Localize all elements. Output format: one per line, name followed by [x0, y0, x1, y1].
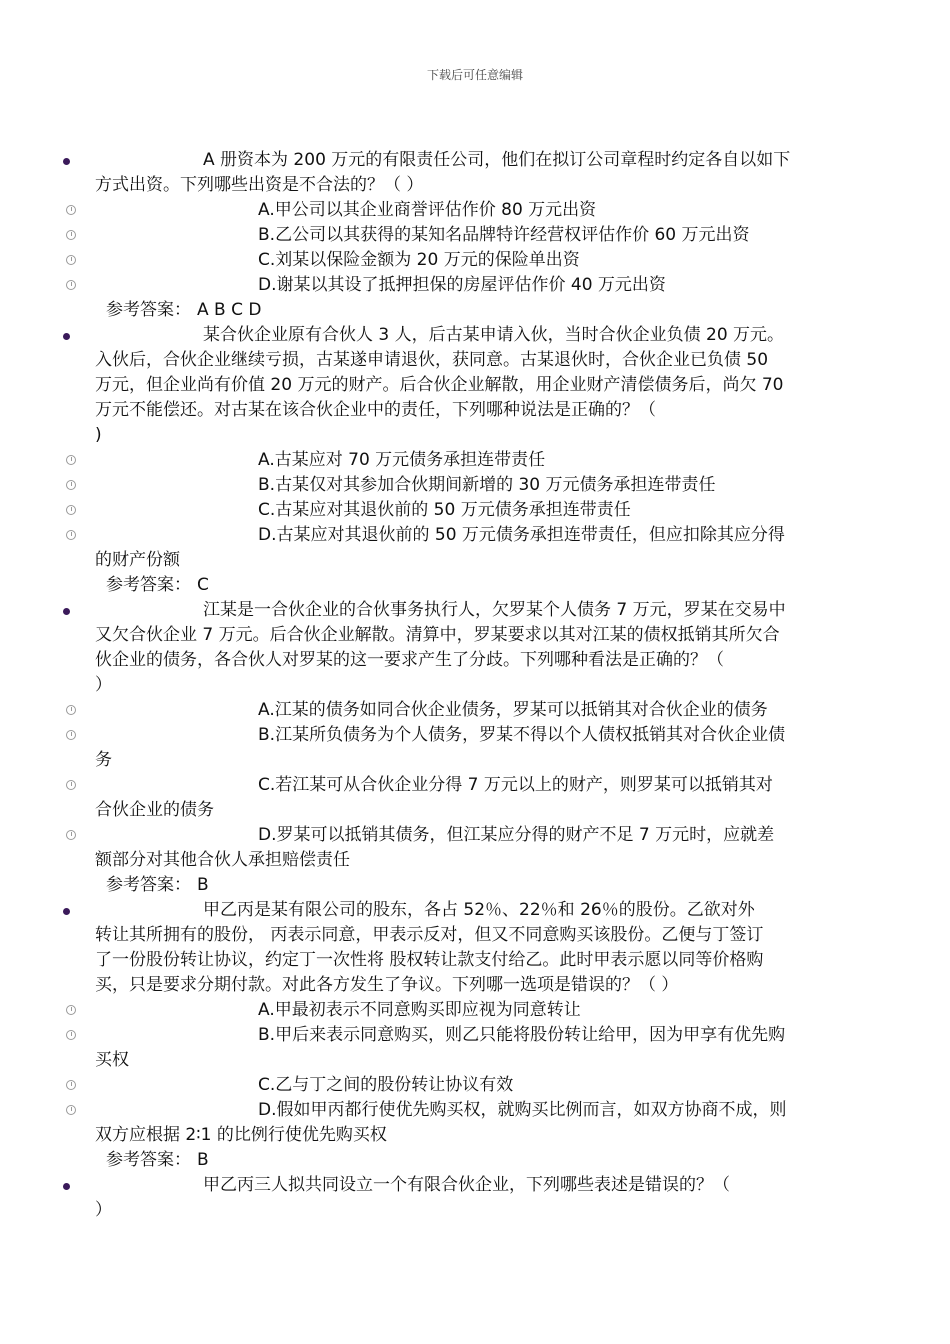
radio-icon[interactable]	[66, 505, 76, 515]
option-line: 合伙企业的债务	[95, 800, 214, 820]
reference-answer	[0, 573, 950, 598]
question-stem-line: 方式出资。下列哪些出资是不合法的？（ ）	[95, 175, 424, 195]
option-line[interactable]: C.若江某可从合伙企业分得 7 万元以上的财产，则罗某可以抵销其对	[0, 773, 950, 798]
radio-icon[interactable]	[66, 830, 76, 840]
question-block	[0, 598, 950, 898]
radio-icon[interactable]	[66, 1030, 76, 1040]
radio-icon[interactable]	[66, 280, 76, 290]
question-stem-line: 万元不能偿还。对古某在该合伙企业中的责任，下列哪种说法是正确的？（	[95, 400, 656, 420]
bullet-icon	[63, 908, 70, 915]
radio-icon[interactable]	[66, 205, 76, 215]
option-line[interactable]: C.乙与丁之间的股份转让协议有效	[0, 1073, 950, 1098]
answer-label: 参考答案：	[106, 300, 191, 320]
question-stem-line: 入伙后，合伙企业继续亏损，古某遂申请退伙，获同意。古某退伙时，合伙企业已负债 50	[95, 350, 769, 370]
option-line[interactable]: C.刘某以保险金额为 20 万元的保险单出资	[0, 248, 950, 273]
answer-label: 参考答案：	[106, 575, 191, 595]
option-line[interactable]: D.古某应对其退伙前的 50 万元债务承担连带责任，但应扣除其应分得	[0, 523, 950, 548]
option-line[interactable]: B.江某所负债务为个人债务，罗某不得以个人债权抵销其对合伙企业债	[0, 723, 950, 748]
bullet-icon	[63, 158, 70, 165]
radio-icon[interactable]	[66, 230, 76, 240]
question-stem-line: )	[95, 425, 102, 445]
answer-value: A B C D	[197, 300, 262, 320]
option-line[interactable]: B.甲后来表示同意购买，则乙只能将股份转让给甲，因为甲享有优先购	[0, 1023, 950, 1048]
reference-answer	[0, 298, 950, 323]
answer-value: C	[197, 575, 209, 595]
radio-icon[interactable]	[66, 455, 76, 465]
page-header: 下载后可任意编辑	[426, 68, 523, 82]
answer-value: B	[197, 875, 209, 895]
option-line[interactable]: A.甲公司以其企业商誉评估作价 80 万元出资	[0, 198, 950, 223]
option-line: 的财产份额	[95, 550, 180, 570]
radio-icon[interactable]	[66, 1005, 76, 1015]
question-list	[0, 148, 950, 1223]
question-block	[0, 1173, 950, 1223]
question-stem-line: 了一份股份转让协议，约定丁一次性将 股权转让款支付给乙。此时甲表示愿以同等价格购	[95, 950, 764, 970]
bullet-icon	[63, 608, 70, 615]
question-stem-line: 转让其所拥有的股份， 丙表示同意，甲表示反对，但又不同意购买该股份。乙便与丁签订	[95, 925, 764, 945]
option-line: 双方应根据 2∶1 的比例行使优先购买权	[95, 1125, 387, 1145]
option-line: 买权	[95, 1050, 129, 1070]
option-line[interactable]: D.谢某以其设了抵押担保的房屋评估作价 40 万元出资	[0, 273, 950, 298]
radio-icon[interactable]	[66, 255, 76, 265]
radio-icon[interactable]	[66, 1080, 76, 1090]
bullet-icon	[63, 1183, 70, 1190]
reference-answer	[0, 1148, 950, 1173]
question-stem-line: 甲乙丙三人拟共同设立一个有限合伙企业，下列哪些表述是错误的？（	[0, 1173, 950, 1198]
question-stem-line: 江某是一合伙企业的合伙事务执行人，欠罗某个人债务 7 万元，罗某在交易中	[0, 598, 950, 623]
question-block	[0, 323, 950, 598]
answer-label: 参考答案：	[106, 1150, 191, 1170]
bullet-icon	[63, 333, 70, 340]
option-line[interactable]: B.古某仅对其参加合伙期间新增的 30 万元债务承担连带责任	[0, 473, 950, 498]
option-line: 务	[95, 750, 112, 770]
option-line: 额部分对其他合伙人承担赔偿责任	[95, 850, 350, 870]
option-line[interactable]: D.罗某可以抵销其债务，但江某应分得的财产不足 7 万元时，应就差	[0, 823, 950, 848]
question-stem-line: ）	[95, 1200, 112, 1220]
option-line[interactable]: A.甲最初表示不同意购买即应视为同意转让	[0, 998, 950, 1023]
reference-answer	[0, 873, 950, 898]
question-stem-line: 买，只是要求分期付款。对此各方发生了争议。下列哪一选项是错误的？（ ）	[95, 975, 679, 995]
answer-value: B	[197, 1150, 209, 1170]
question-stem-line: A 册资本为 200 万元的有限责任公司，他们在拟订公司章程时约定各自以如下	[0, 148, 950, 173]
question-stem-line: ）	[95, 675, 112, 695]
question-block	[0, 898, 950, 1173]
radio-icon[interactable]	[66, 780, 76, 790]
radio-icon[interactable]	[66, 530, 76, 540]
question-stem-line: 某合伙企业原有合伙人 3 人，后古某申请入伙，当时合伙企业负债 20 万元。	[0, 323, 950, 348]
option-line[interactable]: A.古某应对 70 万元债务承担连带责任	[0, 448, 950, 473]
radio-icon[interactable]	[66, 705, 76, 715]
option-line[interactable]: A.江某的债务如同合伙企业债务，罗某可以抵销其对合伙企业的债务	[0, 698, 950, 723]
question-stem-line: 甲乙丙是某有限公司的股东，各占 52％、22％和 26％的股份。乙欲对外	[0, 898, 950, 923]
question-stem-line: 伙企业的债务，各合伙人对罗某的这一要求产生了分歧。下列哪种看法是正确的？（	[95, 650, 724, 670]
radio-icon[interactable]	[66, 480, 76, 490]
answer-label: 参考答案：	[106, 875, 191, 895]
option-line[interactable]: B.乙公司以其获得的某知名品牌特许经营权评估作价 60 万元出资	[0, 223, 950, 248]
question-stem-line: 万元，但企业尚有价值 20 万元的财产。后合伙企业解散，用企业财产清偿债务后，尚欠 70	[95, 375, 784, 395]
question-block	[0, 148, 950, 323]
radio-icon[interactable]	[66, 730, 76, 740]
radio-icon[interactable]	[66, 1105, 76, 1115]
option-line[interactable]: C.古某应对其退伙前的 50 万元债务承担连带责任	[0, 498, 950, 523]
option-line[interactable]: D.假如甲丙都行使优先购买权，就购买比例而言，如双方协商不成，则	[0, 1098, 950, 1123]
question-stem-line: 又欠合伙企业 7 万元。后合伙企业解散。清算中，罗某要求以其对江某的债权抵销其所欠合	[95, 625, 780, 645]
